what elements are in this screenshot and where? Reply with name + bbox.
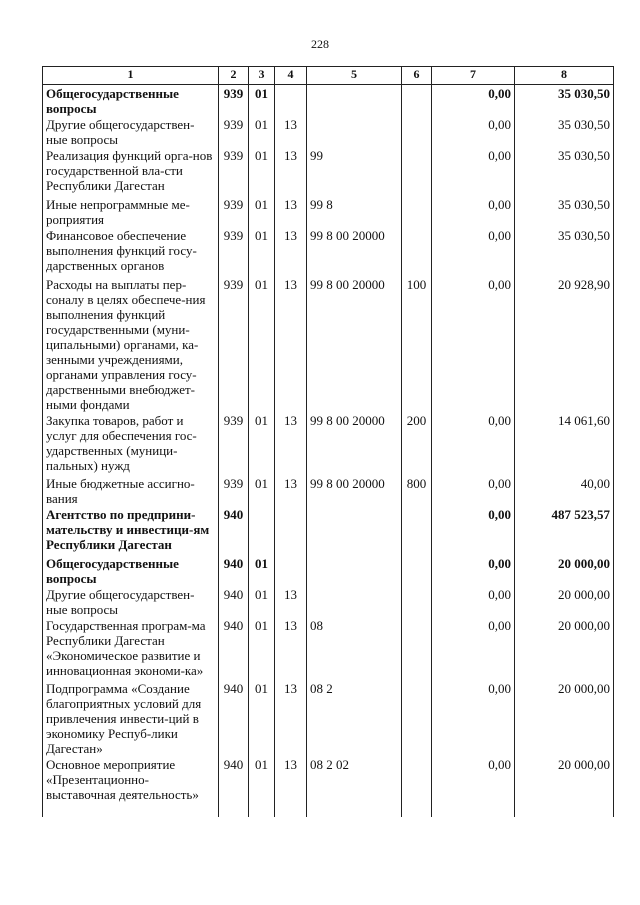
cell-section-code: 01 [249, 617, 275, 680]
table-row [43, 412, 614, 475]
cell-section-code: 01 [249, 196, 275, 227]
cell-ministry-code: 939 [219, 147, 249, 196]
cell-ministry-code: 939 [219, 475, 249, 506]
table-header-row [43, 67, 614, 85]
cell-ministry-code: 940 [219, 617, 249, 680]
cell-subsection-code: 13 [275, 756, 307, 817]
cell-expense-type [402, 85, 432, 117]
cell-item-name: Реализация функций орга-нов государственной вла-сти Республики Дагестан [43, 147, 219, 196]
cell-ministry-code: 939 [219, 276, 249, 412]
cell-section-code: 01 [249, 555, 275, 586]
cell-ministry-code: 939 [219, 116, 249, 147]
table-body [43, 85, 614, 818]
cell-target-article: 99 8 00 20000 [307, 227, 402, 276]
table-row [43, 116, 614, 147]
cell-target-article: 99 [307, 147, 402, 196]
header-cell-4: 4 [275, 67, 307, 85]
cell-ministry-code: 939 [219, 227, 249, 276]
cell-amount-col7: 0,00 [432, 116, 515, 147]
cell-item-name: Закупка товаров, работ и услуг для обеспечения гос-ударственных (муници-пальных) нужд [43, 412, 219, 475]
header-cell-3: 3 [249, 67, 275, 85]
cell-item-name: Агентство по предприни-мательству и инвестици-ям Республики Дагестан [43, 506, 219, 555]
table-row [43, 586, 614, 617]
cell-subsection-code [275, 555, 307, 586]
cell-expense-type [402, 586, 432, 617]
cell-section-code: 01 [249, 227, 275, 276]
cell-expense-type: 800 [402, 475, 432, 506]
cell-target-article: 08 2 02 [307, 756, 402, 817]
table-row [43, 506, 614, 555]
header-cell-6: 6 [402, 67, 432, 85]
cell-amount-col8: 35 030,50 [515, 196, 614, 227]
cell-item-name: Другие общегосударствен-ные вопросы [43, 116, 219, 147]
cell-amount-col8: 35 030,50 [515, 85, 614, 117]
cell-item-name: Государственная програм-ма Республики Дагестан «Экономическое развитие и инновационная экономи-ка» [43, 617, 219, 680]
cell-expense-type [402, 116, 432, 147]
cell-section-code: 01 [249, 475, 275, 506]
cell-amount-col8: 20 000,00 [515, 617, 614, 680]
cell-subsection-code: 13 [275, 196, 307, 227]
cell-section-code: 01 [249, 116, 275, 147]
table-row [43, 756, 614, 817]
cell-amount-col7: 0,00 [432, 756, 515, 817]
cell-target-article: 99 8 [307, 196, 402, 227]
cell-amount-col7: 0,00 [432, 412, 515, 475]
header-cell-1: 1 [43, 67, 219, 85]
cell-item-name: Основное мероприятие «Презентационно-выставочная деятельность» [43, 756, 219, 817]
cell-expense-type [402, 555, 432, 586]
cell-expense-type [402, 756, 432, 817]
table-row [43, 617, 614, 680]
cell-ministry-code: 939 [219, 412, 249, 475]
cell-expense-type [402, 617, 432, 680]
cell-target-article: 08 [307, 617, 402, 680]
cell-subsection-code: 13 [275, 680, 307, 756]
table-row [43, 227, 614, 276]
cell-target-article [307, 586, 402, 617]
table-row [43, 85, 614, 117]
cell-ministry-code: 939 [219, 85, 249, 117]
cell-expense-type [402, 227, 432, 276]
header-cell-8: 8 [515, 67, 614, 85]
table-row [43, 475, 614, 506]
cell-amount-col7: 0,00 [432, 196, 515, 227]
cell-expense-type: 200 [402, 412, 432, 475]
cell-target-article [307, 506, 402, 555]
page-number: 228 [311, 37, 329, 51]
cell-ministry-code: 940 [219, 756, 249, 817]
cell-ministry-code: 940 [219, 555, 249, 586]
cell-target-article: 99 8 00 20000 [307, 412, 402, 475]
cell-amount-col8: 20 000,00 [515, 680, 614, 756]
cell-section-code [249, 506, 275, 555]
cell-ministry-code: 939 [219, 196, 249, 227]
cell-amount-col7: 0,00 [432, 586, 515, 617]
cell-amount-col8: 35 030,50 [515, 227, 614, 276]
cell-expense-type [402, 196, 432, 227]
cell-section-code: 01 [249, 412, 275, 475]
cell-amount-col8: 20 000,00 [515, 756, 614, 817]
table-row [43, 555, 614, 586]
cell-section-code: 01 [249, 85, 275, 117]
cell-target-article: 99 8 00 20000 [307, 475, 402, 506]
cell-amount-col8: 20 000,00 [515, 555, 614, 586]
cell-subsection-code [275, 85, 307, 117]
cell-subsection-code: 13 [275, 147, 307, 196]
cell-subsection-code: 13 [275, 586, 307, 617]
cell-item-name: Иные бюджетные ассигно-вания [43, 475, 219, 506]
table-row [43, 276, 614, 412]
cell-expense-type [402, 147, 432, 196]
cell-amount-col7: 0,00 [432, 227, 515, 276]
table-row [43, 680, 614, 756]
cell-amount-col7: 0,00 [432, 617, 515, 680]
cell-target-article: 99 8 00 20000 [307, 276, 402, 412]
cell-subsection-code: 13 [275, 617, 307, 680]
cell-amount-col7: 0,00 [432, 680, 515, 756]
cell-amount-col8: 20 000,00 [515, 586, 614, 617]
cell-subsection-code: 13 [275, 116, 307, 147]
cell-subsection-code: 13 [275, 227, 307, 276]
cell-amount-col8: 14 061,60 [515, 412, 614, 475]
cell-item-name: Иные непрограммные ме-роприятия [43, 196, 219, 227]
cell-amount-col7: 0,00 [432, 506, 515, 555]
cell-target-article [307, 116, 402, 147]
cell-amount-col7: 0,00 [432, 555, 515, 586]
header-cell-5: 5 [307, 67, 402, 85]
cell-subsection-code: 13 [275, 475, 307, 506]
cell-section-code: 01 [249, 680, 275, 756]
table-row [43, 196, 614, 227]
cell-ministry-code: 940 [219, 680, 249, 756]
cell-section-code: 01 [249, 147, 275, 196]
cell-item-name: Финансовое обеспечение выполнения функций госу-дарственных органов [43, 227, 219, 276]
header-cell-2: 2 [219, 67, 249, 85]
cell-item-name: Общегосударственные вопросы [43, 555, 219, 586]
cell-expense-type: 100 [402, 276, 432, 412]
cell-amount-col7: 0,00 [432, 276, 515, 412]
cell-amount-col8: 40,00 [515, 475, 614, 506]
cell-amount-col8: 487 523,57 [515, 506, 614, 555]
cell-section-code: 01 [249, 276, 275, 412]
cell-amount-col7: 0,00 [432, 147, 515, 196]
cell-expense-type [402, 506, 432, 555]
header-cell-7: 7 [432, 67, 515, 85]
cell-target-article [307, 85, 402, 117]
cell-item-name: Другие общегосударствен-ные вопросы [43, 586, 219, 617]
cell-item-name: Расходы на выплаты пер-соналу в целях обеспече-ния выполнения функций государственными (муни-ципальными) органами, ка-зенными учреждениями, органами управления госу-дарственными внебюджет-ными фондами [43, 276, 219, 412]
cell-section-code: 01 [249, 586, 275, 617]
cell-ministry-code: 940 [219, 506, 249, 555]
cell-expense-type [402, 680, 432, 756]
budget-table [42, 66, 614, 817]
table-row [43, 147, 614, 196]
cell-target-article: 08 2 [307, 680, 402, 756]
cell-amount-col7: 0,00 [432, 85, 515, 117]
cell-item-name: Подпрограмма «Создание благоприятных условий для привлечения инвести-ций в экономику Респуб-лики Дагестан» [43, 680, 219, 756]
cell-amount-col7: 0,00 [432, 475, 515, 506]
cell-section-code: 01 [249, 756, 275, 817]
cell-item-name: Общегосударственные вопросы [43, 85, 219, 117]
cell-ministry-code: 940 [219, 586, 249, 617]
cell-amount-col8: 35 030,50 [515, 147, 614, 196]
cell-amount-col8: 35 030,50 [515, 116, 614, 147]
cell-target-article [307, 555, 402, 586]
cell-subsection-code: 13 [275, 276, 307, 412]
cell-amount-col8: 20 928,90 [515, 276, 614, 412]
cell-subsection-code [275, 506, 307, 555]
cell-subsection-code: 13 [275, 412, 307, 475]
